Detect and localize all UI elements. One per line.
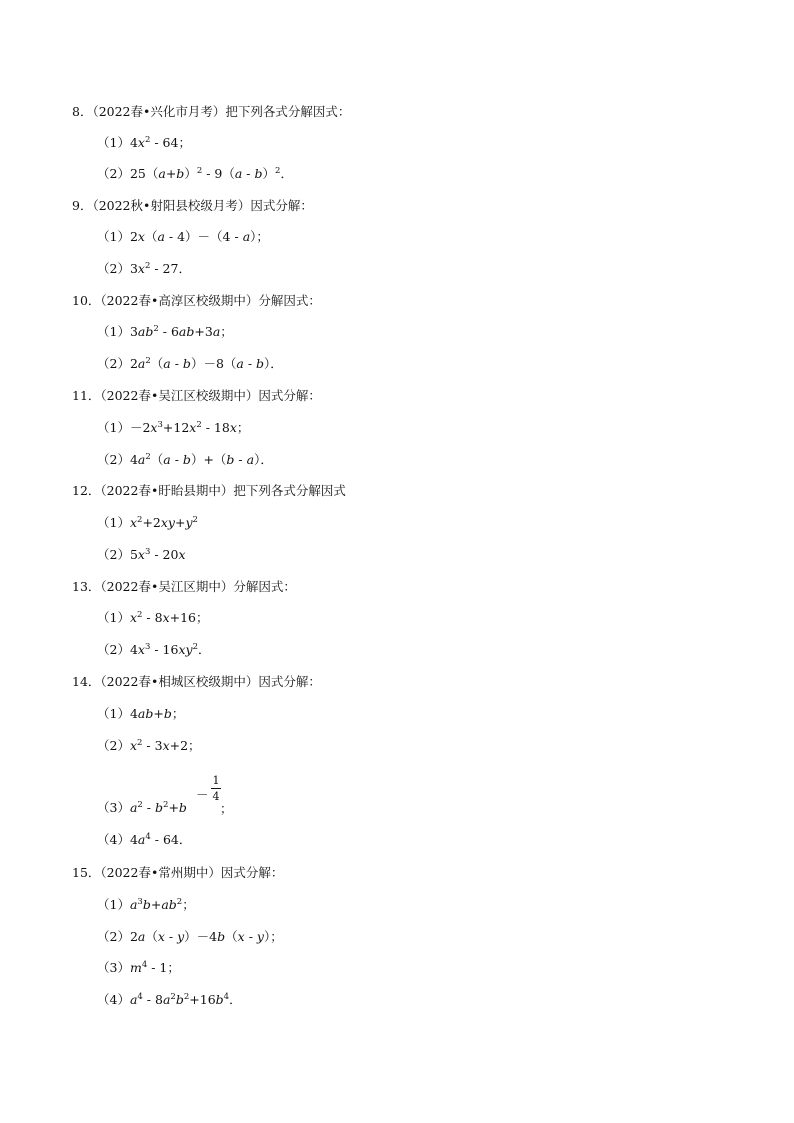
question-8-part-1: [97, 135, 191, 151]
fraction-sign: －: [196, 787, 209, 802]
text-fragment: 分解因式：: [258, 293, 321, 308]
math-variable: x: [157, 929, 165, 944]
text-fragment: （2）2: [97, 929, 138, 944]
math-exponent: 2: [176, 897, 183, 907]
math-exponent: 2: [137, 515, 143, 525]
text-fragment: （1）－2: [97, 420, 151, 435]
math-exponent: 3: [144, 547, 151, 557]
math-variable: b: [254, 166, 263, 181]
question-14-heading: [72, 674, 321, 690]
text-fragment: - 1；: [147, 960, 180, 975]
text-fragment: - 20: [150, 547, 179, 562]
text-fragment: ；: [171, 706, 185, 721]
text-fragment: （2）5: [97, 547, 138, 562]
question-9-heading: [72, 198, 313, 214]
fraction-bar: [211, 788, 221, 789]
text-fragment: （4）4: [97, 832, 138, 847]
math-variable: a: [157, 229, 165, 244]
math-variable: x: [162, 738, 170, 753]
fraction-tail: ；: [220, 801, 233, 816]
text-fragment: （1）: [97, 897, 130, 912]
text-fragment: ．: [198, 642, 211, 657]
text-fragment: （: [150, 356, 164, 371]
math-variable: x: [189, 420, 197, 435]
text-fragment: （2）4: [97, 452, 138, 467]
text-fragment: ．: [229, 992, 242, 1007]
math-variable: x: [137, 135, 145, 150]
math-variable: x: [137, 261, 145, 276]
question-12-part-2: [97, 547, 186, 563]
question-14-part-4: [97, 832, 191, 848]
text-fragment: 因式分解：: [250, 198, 313, 213]
question-13-part-1: [97, 610, 209, 626]
text-fragment: 9．: [72, 198, 93, 213]
text-fragment: （1）: [97, 515, 130, 530]
question-14-part-3: [97, 800, 187, 816]
text-fragment: ；: [182, 897, 195, 912]
text-fragment: 把下列各式分解因式: [233, 483, 346, 498]
math-variable: a: [163, 452, 171, 467]
math-variable: a: [158, 166, 166, 181]
math-variable: y: [256, 929, 264, 944]
math-variable: b: [215, 992, 224, 1007]
text-fragment: （4）: [97, 992, 130, 1007]
question-12-part-1: [97, 515, 198, 531]
text-fragment: 10．: [72, 293, 101, 308]
text-fragment: （2）4: [97, 642, 138, 657]
math-variable: a: [212, 324, 221, 339]
text-fragment: （2022春•吴江区校级期中）: [100, 388, 259, 403]
text-fragment: （1）2: [97, 229, 138, 244]
question-15-heading: [72, 865, 283, 881]
text-fragment: - 64；: [150, 135, 191, 150]
text-fragment: ；: [220, 324, 233, 339]
question-10-heading: [72, 293, 321, 309]
fraction-stack: [211, 774, 221, 803]
text-fragment: - 3: [142, 738, 163, 753]
math-exponent: 2: [163, 800, 169, 810]
text-fragment: ）: [262, 166, 276, 181]
math-exponent: 2: [144, 261, 151, 271]
text-fragment: （1）4: [97, 135, 138, 150]
text-fragment: （2022春•吴江区期中）: [100, 579, 234, 594]
math-variable: a: [129, 992, 138, 1007]
question-10-part-2: [97, 356, 283, 372]
math-variable: x: [237, 929, 245, 944]
math-variable: b: [142, 897, 151, 912]
text-fragment: +2: [142, 515, 161, 530]
math-variable: x: [178, 547, 186, 562]
text-fragment: （2022春•高淳区校级期中）: [100, 293, 259, 308]
math-exponent: 2: [170, 992, 176, 1002]
text-fragment: （1）4: [97, 706, 138, 721]
fraction-numerator: 1: [212, 774, 220, 787]
text-fragment: （2022秋•射阳县校级月考）: [92, 198, 251, 213]
math-variable: y: [185, 515, 193, 530]
math-variable: a: [162, 992, 171, 1007]
question-15-part-1: [97, 897, 195, 913]
question-9-part-2: [97, 261, 191, 277]
text-fragment: +16: [189, 992, 216, 1007]
text-fragment: （2）3: [97, 261, 138, 276]
math-exponent: 3: [157, 420, 163, 430]
text-fragment: 把下列各式分解因式：: [225, 104, 351, 119]
question-11-heading: [72, 388, 321, 404]
math-variable: ab: [137, 706, 154, 721]
question-14-part-1: [97, 706, 184, 722]
text-fragment: 因式分解：: [258, 674, 321, 689]
math-variable: ab: [137, 324, 154, 339]
math-exponent: 2: [137, 738, 143, 748]
math-exponent: 2: [145, 452, 151, 462]
text-fragment: 11．: [72, 388, 101, 403]
text-fragment: （2022春•相城区校级期中）: [100, 674, 259, 689]
text-fragment: （1）3: [97, 324, 138, 339]
text-fragment: （2022春•兴化市月考）: [92, 104, 226, 119]
text-fragment: -: [164, 929, 178, 944]
question-11-part-1: [97, 420, 249, 436]
text-fragment: -: [243, 356, 257, 371]
text-fragment: - 18: [201, 420, 230, 435]
text-fragment: +: [153, 706, 164, 721]
question-15-part-3: [97, 960, 180, 976]
text-fragment: （2）: [97, 738, 130, 753]
text-fragment: ）．: [264, 356, 283, 371]
math-variable: m: [129, 960, 142, 975]
math-variable: a: [137, 929, 146, 944]
math-exponent: 3: [137, 897, 143, 907]
math-variable: xy: [160, 515, 175, 530]
text-fragment: （: [144, 229, 158, 244]
text-fragment: ）；: [250, 229, 269, 244]
text-fragment: 因式分解：: [220, 865, 284, 880]
math-exponent: 2: [183, 992, 190, 1002]
math-variable: x: [137, 642, 145, 657]
text-fragment: - 6: [158, 324, 179, 339]
math-exponent: 2: [192, 642, 199, 652]
text-fragment: （2022春•盱眙县期中）: [100, 483, 234, 498]
math-variable: b: [178, 800, 187, 815]
text-fragment: ）－8（: [190, 356, 237, 371]
text-fragment: （2）2: [97, 356, 138, 371]
text-fragment: - 27．: [150, 261, 191, 276]
math-variable: x: [162, 610, 170, 625]
text-fragment: 分解因式：: [233, 579, 296, 594]
math-exponent: 4: [141, 960, 148, 970]
question-11-part-2: [97, 452, 273, 468]
math-variable: x: [129, 738, 138, 753]
math-variable: y: [177, 929, 185, 944]
question-13-part-2: [97, 642, 211, 658]
math-variable: a: [137, 832, 146, 847]
question-8-part-2: [97, 166, 293, 182]
math-exponent: 2: [145, 356, 151, 366]
fraction-denominator: 4: [212, 790, 220, 803]
text-fragment: ）+（: [190, 452, 227, 467]
text-fragment: -: [244, 929, 257, 944]
text-fragment: 8．: [72, 104, 93, 119]
math-exponent: 2: [192, 515, 198, 525]
math-exponent: 2: [137, 610, 143, 620]
text-fragment: 15．: [72, 865, 101, 880]
math-variable: a: [137, 452, 146, 467]
math-variable: x: [137, 229, 145, 244]
math-exponent: 2: [196, 420, 202, 430]
math-exponent: 2: [275, 166, 281, 176]
math-variable: b: [182, 356, 191, 371]
text-fragment: （3）: [97, 800, 130, 815]
text-fragment: -: [170, 452, 183, 467]
text-fragment: 12．: [72, 483, 101, 498]
text-fragment: -: [234, 452, 247, 467]
text-fragment: - 16: [150, 642, 179, 657]
question-13-heading: [72, 579, 296, 595]
math-variable: a: [246, 452, 255, 467]
math-exponent: 2: [144, 135, 151, 145]
text-fragment: （3）: [97, 960, 130, 975]
text-fragment: +: [165, 166, 177, 181]
math-variable: b: [256, 356, 265, 371]
math-exponent: 4: [145, 832, 151, 842]
math-variable: a: [129, 800, 138, 815]
math-variable: b: [217, 929, 226, 944]
question-10-part-1: [97, 324, 233, 340]
text-fragment: 14．: [72, 674, 101, 689]
text-fragment: 13．: [72, 579, 101, 594]
math-exponent: 2: [153, 324, 159, 334]
math-variable: ab: [161, 897, 177, 912]
math-variable: a: [242, 229, 251, 244]
math-exponent: 2: [137, 800, 143, 810]
text-fragment: 因式分解：: [258, 388, 321, 403]
text-fragment: （: [145, 929, 158, 944]
text-fragment: ）；: [263, 929, 283, 944]
text-fragment: - 8: [142, 610, 163, 625]
math-exponent: 2: [196, 166, 203, 176]
math-variable: b: [176, 166, 185, 181]
text-fragment: +16；: [169, 610, 209, 625]
math-variable: b: [182, 452, 191, 467]
text-fragment: （2022春•常州期中）: [100, 865, 221, 880]
text-fragment: - 8: [142, 992, 163, 1007]
text-fragment: ）－4: [184, 929, 218, 944]
text-fragment: ）: [184, 166, 197, 181]
text-fragment: - 9（: [202, 166, 235, 181]
text-fragment: （2）25（: [97, 166, 159, 181]
math-variable: b: [175, 992, 184, 1007]
text-fragment: （: [150, 452, 164, 467]
math-variable: b: [155, 800, 164, 815]
math-variable: b: [163, 706, 172, 721]
text-fragment: （1）: [97, 610, 130, 625]
math-variable: x: [150, 420, 158, 435]
question-14-part-2: [97, 738, 201, 754]
text-fragment: ）．: [254, 452, 273, 467]
text-fragment: +12: [162, 420, 190, 435]
math-variable: xy: [178, 642, 193, 657]
text-fragment: +: [175, 515, 186, 530]
math-exponent: 4: [223, 992, 230, 1002]
text-fragment: +: [150, 897, 162, 912]
math-variable: x: [129, 610, 138, 625]
text-fragment: -: [170, 356, 183, 371]
math-variable: a: [137, 356, 146, 371]
question-9-part-1: [97, 229, 269, 245]
math-variable: a: [234, 166, 243, 181]
math-exponent: 3: [144, 642, 151, 652]
text-fragment: +: [168, 800, 179, 815]
text-fragment: +3: [194, 324, 213, 339]
text-fragment: -: [142, 800, 155, 815]
math-variable: x: [137, 547, 145, 562]
text-fragment: +2；: [169, 738, 201, 753]
math-variable: b: [226, 452, 235, 467]
question-12-heading: [72, 483, 346, 499]
math-variable: a: [236, 356, 244, 371]
math-variable: a: [163, 356, 171, 371]
math-variable: ab: [178, 324, 195, 339]
text-fragment: -: [242, 166, 255, 181]
math-variable: a: [129, 897, 138, 912]
math-variable: x: [129, 515, 138, 530]
text-fragment: - 64．: [150, 832, 192, 847]
question-8-heading: [72, 104, 350, 120]
text-fragment: ．: [280, 166, 293, 181]
question-15-part-2: [97, 929, 283, 945]
text-fragment: ；: [236, 420, 250, 435]
math-variable: x: [229, 420, 237, 435]
question-15-part-4: [97, 992, 242, 1008]
text-fragment: - 4）－（4 -: [164, 229, 243, 244]
math-exponent: 4: [137, 992, 143, 1002]
text-fragment: （: [225, 929, 238, 944]
